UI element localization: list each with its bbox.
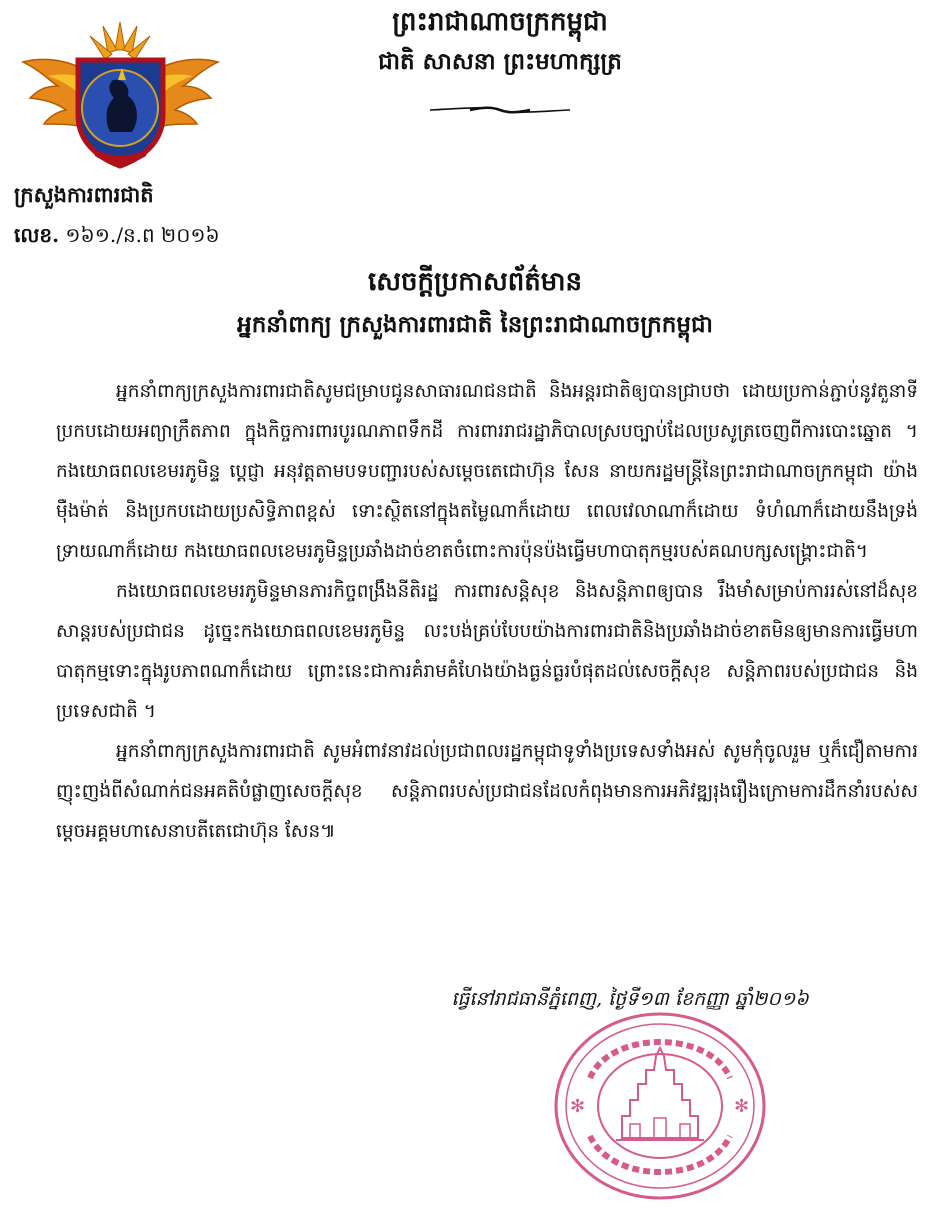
- ornamental-divider: [430, 104, 570, 116]
- ministry-emblem-logo: [18, 20, 223, 180]
- reference-number-line: [14, 220, 314, 250]
- paragraph-1: អ្នកនាំពាក្យក្រសួងការពារជាតិសូមជម្រាបជូនសាធារណជនជាតិ និងអន្តរជាតិឲ្យបានជ្រាបថា ដោយប្រកាន់ភ្ជាប់នូវតួនាទីប្រកបដោយអព្យាក្រឹតភាព ក្នុងកិច្ចការពារបូរណភាពទឹកដី ការពាររាជរដ្ឋាភិបាលស្របច្បាប់ដែលប្រសូត្រចេញពីការបោះឆ្នោត ។ កងយោធពលខេមរភូមិន្ទ ប្តេជ្ញា អនុវត្តតាមបទបញ្ជារបស់សម្តេចតេជោហ៊ុន សែន នាយករដ្ឋមន្ត្រីនៃព្រះរាជាណាចក្រកម្ពុជា យ៉ាងម៉ឺងម៉ាត់ និងប្រកបដោយប្រសិទ្ធិភាពខ្ពស់ ទោះស្ថិតនៅក្នុងតម្លៃណាក៏ដោយ ពេលវេលាណាក៏ដោយ ទំហំណាក៏ដោយនឹងទ្រង់ទ្រាយណាក៏ដោយ កងយោធពលខេមរភូមិន្ទប្រឆាំងដាច់ខាតចំពោះការប៉ុនប៉ងធ្វើមហាបាតុកម្មរបស់គណបក្សសង្គ្រោះជាតិ។: [56, 381, 918, 562]
- svg-text:✻: ✻: [734, 1096, 750, 1117]
- paragraph-2: កងយោធពលខេមរភូមិន្ទមានភារកិច្ចពង្រឹងនីតិរដ្ឋ ការពារសន្តិសុខ និងសន្តិភាពឲ្យបាន រឹងមាំសម្រាប់ការរស់នៅដ៏សុខសាន្តរបស់ប្រជាជន ដូច្នេះកងយោធពលខេមរភូមិន្ទ លះបង់គ្រប់បែបយ៉ាងការពារជាតិនិងប្រឆាំងដាច់ខាតមិនឲ្យមានការធ្វើមហាបាតុកម្មទោះក្នុងរូបភាពណាក៏ដោយ ព្រោះនេះជាការគំរាមគំហែងយ៉ាងធ្ងន់ធ្ងរបំផុតដល់សេចក្តីសុខ សន្តិភាពរបស់ប្រជាជន និងប្រទេសជាតិ ។: [56, 581, 918, 722]
- reference-label: លេខ.: [14, 223, 60, 247]
- kingdom-heading: ព្រះរាជាណាចក្រកម្ពុជា: [392, 7, 608, 37]
- document-body: [56, 372, 918, 852]
- ministry-name: ក្រសួងការពារជាតិ: [14, 182, 154, 207]
- paragraph-3: អ្នកនាំពាក្យក្រសួងការពារជាតិ សូមអំពាវនាវដល់ប្រជាពលរដ្ឋកម្ពុជាទូទាំងប្រទេសទាំងអស់ សូមកុំចូលរួម ឬក៏ជឿតាមការញុះញង់ពីសំណាក់ជនអគតិបំផ្លាញសេចក្តីសុខ សន្តិភាពរបស់ប្រជាជនដែលកំពុងមានការអភិវឌ្ឍរុងរឿងក្រោមការដឹកនាំរបស់សម្តេចអគ្គមហាសេនាបតីតេជោហ៊ុន សែន៕: [56, 741, 918, 842]
- document-subtitle: អ្នកនាំពាក្យ ក្រសួងការពារជាតិ នៃព្រះរាជាណាចក្រកម្ពុជា: [237, 311, 713, 338]
- document-title: សេចក្តីប្រកាសព័ត៌មាន: [367, 267, 583, 297]
- svg-text:✻: ✻: [570, 1096, 586, 1117]
- national-motto: ជាតិ សាសនា ព្រះមហាក្សត្រ: [378, 48, 622, 75]
- official-seal-stamp: [550, 1008, 770, 1203]
- dateline: ធ្វើនៅរាជធានីភ្នំពេញ, ថ្ងៃទី១៣ ខែកញ្ញា ឆ្នាំ២០១៦: [451, 988, 809, 1010]
- reference-number: ១៦១./ន.ព ២០១៦: [65, 223, 220, 247]
